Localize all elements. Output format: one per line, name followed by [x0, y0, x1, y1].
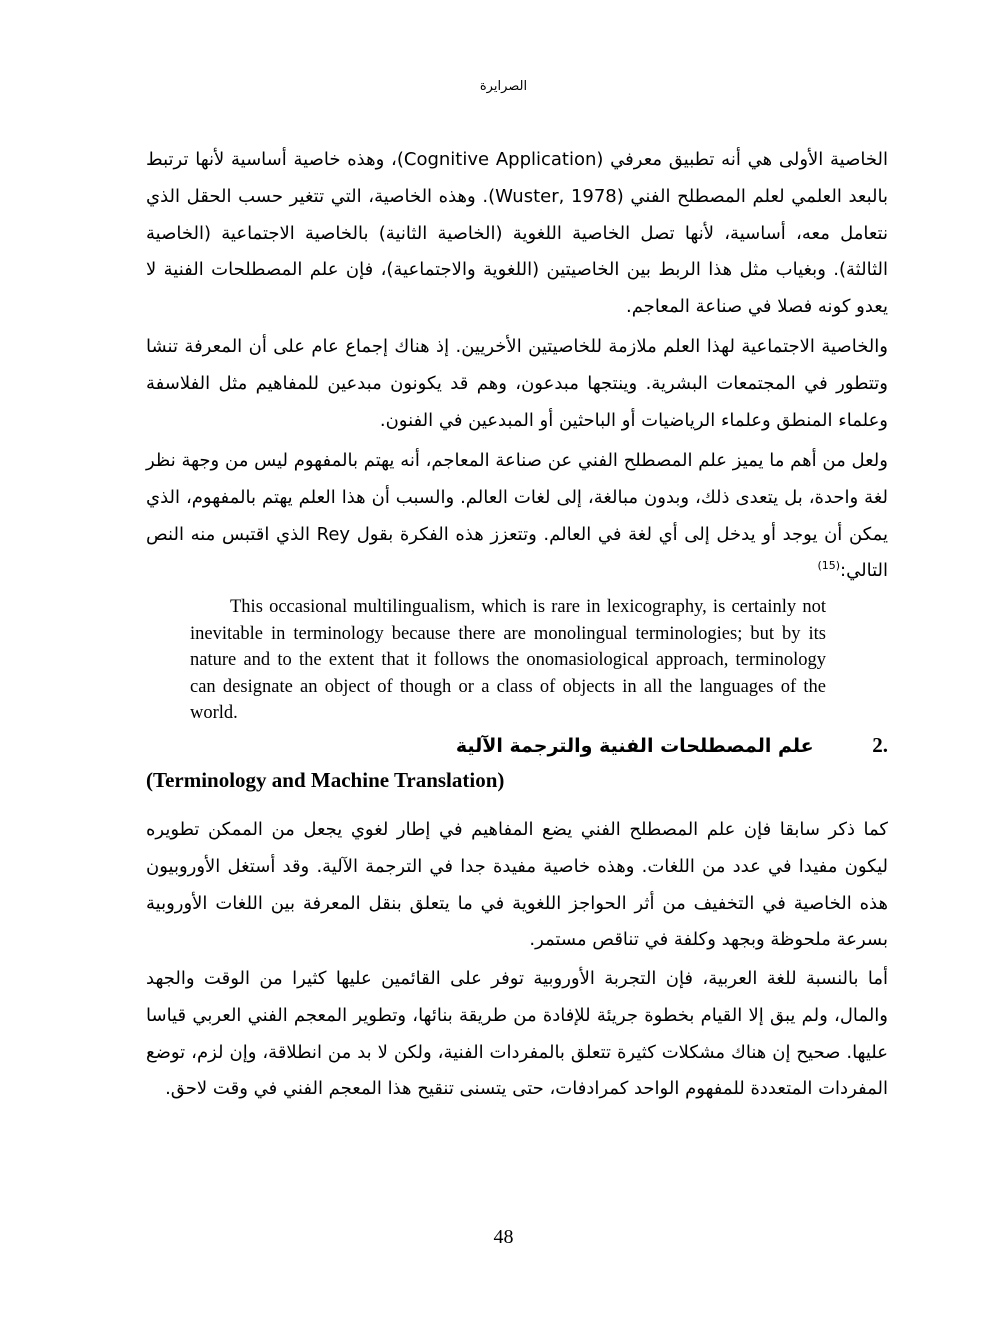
paragraph-4: كما ذكر سابقا فإن علم المصطلح الفني يضع المفاهيم في إطار لغوي يجعل من الممكن تطويره ليكون مفيدا في عدد من اللغات. وهذه خاصية مفيدة جدا في الترجمة الآلية. وقد أستغل الأوروبيون هذه الخاصية في التخفيف من أثر الحواجز اللغوية في ما يتعلق بنقل المعرفة بين اللغات الأوروبية بسرعة ملحوظة وبجهد وكلفة في تناقص مستمر. [146, 819, 888, 951]
section-heading [146, 733, 888, 767]
footnote-ref: (15) [817, 559, 841, 573]
block-quote [190, 594, 826, 727]
section-title-arabic: علم المصطلحات الفنية والترجمة الآلية [455, 735, 814, 757]
paragraph-3 [146, 443, 888, 590]
paragraph-5: أما بالنسبة للغة العربية، فإن التجربة الأوروبية توفر على القائمين عليها كثيرا من الوقت والجهد والمال، ولم يبق إلا القيام بخطوة جريئة للإفادة من طريقة بنائها، وتطوير المعجم الفني العربي قياسا عليها. صحيح إن هناك مشكلات كثيرة تتعلق بالمفردات الفنية، ولكن لا بد من انطلاقة، وإن لزم، توضع المفردات المتعددة للمفهوم الواحد كمرادفات، حتى يتسنى تنقيح هذا المعجم الفني في وقت لاحق. [146, 968, 888, 1100]
paragraph-2: والخاصية الاجتماعية لهذا العلم ملازمة للخاصيتين الأخريين. إذ هناك إجماع عام على أن المعرفة تنشا وتتطور في المجتمعات البشرية. وينتجها مبدعون، وهم قد يكونون مبدعين للمفاهيم مثل الفلاسفة وعلماء المنطق وعلماء الرياضيات أو الباحثين أو المبدعين في الفنون. [146, 336, 888, 431]
page-number: 48 [493, 1226, 514, 1248]
running-header: الصرايرة [479, 79, 528, 94]
paragraph-3-text: ولعل من أهم ما يميز علم المصطلح الفني عن صناعة المعاجم، أنه يهتم بالمفهوم ليس من وجهة نظر لغة واحدة، بل يتعدى ذلك، وبدون مبالغة، إلى لغات العالم. والسبب أن هذا العلم يهتم بالمفهوم، الذي يمكن أن يوجد أو يدخل إلى أي لغة في العالم. وتتعزز هذه الفكرة بقول Rey الذي اقتبس منه النص التالي: [146, 450, 888, 582]
block-quote-text: This occasional multilingualism, which is rare in lexicography, is certainly not inevitable in terminology because there are monolingual terminologies; but by its nature and to the extent that it follows the onomasiological approach, terminology can designate an object of though or a class of objects in all the languages of the world. [190, 597, 826, 724]
section-title-english: (Terminology and Machine Translation) [146, 768, 505, 792]
paragraph-1: الخاصية الأولى هي أنه تطبيق معرفي (Cognitive Application)، وهذه خاصية أساسية لأنها ترتبط بالبعد العلمي لعلم المصطلح الفني (Wuster, 1978). وهذه الخاصية، التي تتغير حسب الحقل الذي نتعامل معه، أساسية، لأنها تصل الخاصية اللغوية (الخاصية الثانية) بالخاصية الاجتماعية (الخاصية الثالثة). وبغياب مثل هذا الربط بين الخاصيتين (اللغوية والاجتماعية)، فإن علم المصطلحات الفنية لا يعدو كونه فصلا في صناعة المعاجم. [146, 149, 888, 318]
section-number: 2. [872, 733, 888, 757]
